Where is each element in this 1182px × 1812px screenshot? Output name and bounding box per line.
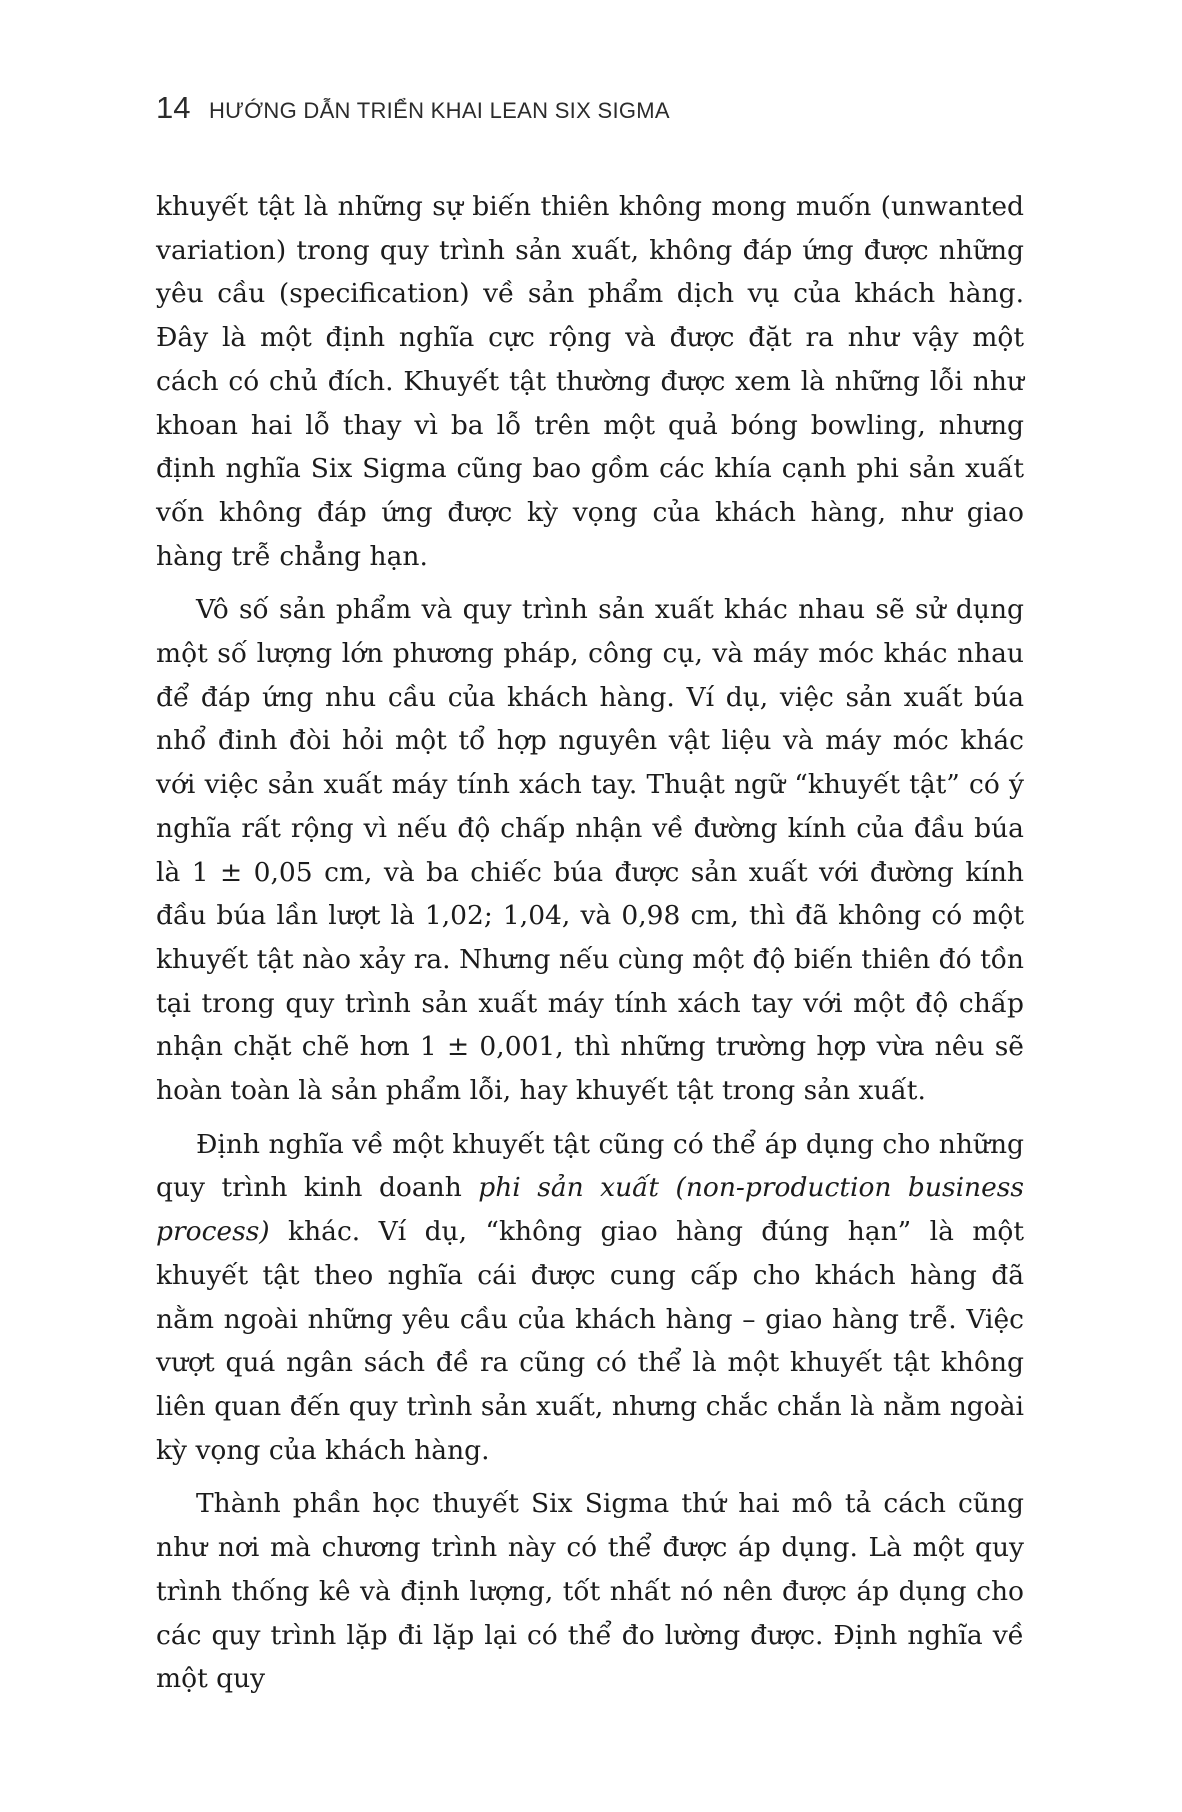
running-header (156, 90, 670, 126)
page-number: 14 (156, 90, 191, 125)
italic-term: phi sản xuất (non-production business process) (156, 1172, 1024, 1248)
paragraph-non-production-defect (156, 1123, 1024, 1473)
book-title: HƯỚNG DẪN TRIỂN KHAI LEAN SIX SIGMA (208, 98, 670, 123)
paragraph-second-component: Thành phần học thuyết Six Sigma thứ hai mô tả cách cũng như nơi mà chương trình này có thể được áp dụng. Là một quy trình thống kê và định lượng, tốt nhất nó nên được áp dụng cho các quy trình lặp đi lặp lại có thể đo lường được. Định nghĩa về một quy (156, 1488, 1024, 1695)
body-text (156, 185, 1024, 1711)
paragraph-text-end: khác. Ví dụ, “không giao hàng đúng hạn” là một khuyết tật theo nghĩa cái được cung cấp cho khách hàng đã nằm ngoài những yêu cầu của khách hàng – giao hàng trễ. Việc vượt quá ngân sách đề ra cũng có thể là một khuyết tật không liên quan đến quy trình sản xuất, nhưng chắc chắn là nằm ngoài kỳ vọng của khách hàng. (156, 1216, 1024, 1466)
paragraph-continuation: khuyết tật là những sự biến thiên không mong muốn (unwanted variation) trong quy trình sản xuất, không đáp ứng được những yêu cầu (specification) về sản phẩm dịch vụ của khách hàng. Đây là một định nghĩa cực rộng và được đặt ra như vậy một cách có chủ đích. Khuyết tật thường được xem là những lỗi như khoan hai lỗ thay vì ba lỗ trên một quả bóng bowling, nhưng định nghĩa Six Sigma cũng bao gồm các khía cạnh phi sản xuất vốn không đáp ứng được kỳ vọng của khách hàng, như giao hàng trễ chẳng hạn. (156, 191, 1024, 572)
paragraph-defect-tolerance: Vô số sản phẩm và quy trình sản xuất khác nhau sẽ sử dụng một số lượng lớn phương pháp, công cụ, và máy móc khác nhau để đáp ứng nhu cầu của khách hàng. Ví dụ, việc sản xuất búa nhổ đinh đòi hỏi một tổ hợp nguyên vật liệu và máy móc khác với việc sản xuất máy tính xách tay. Thuật ngữ “khuyết tật” có ý nghĩa rất rộng vì nếu độ chấp nhận về đường kính của đầu búa là 1 ± 0,05 cm, và ba chiếc búa được sản xuất với đường kính đầu búa lần lượt là 1,02; 1,04, và 0,98 cm, thì đã không có một khuyết tật nào xảy ra. Nhưng nếu cùng một độ biến thiên đó tồn tại trong quy trình sản xuất máy tính xách tay với một độ chấp nhận chặt chẽ hơn 1 ± 0,001, thì những trường hợp vừa nêu sẽ hoàn toàn là sản phẩm lỗi, hay khuyết tật trong sản xuất. (156, 594, 1024, 1107)
paragraph-text-start: Định nghĩa về một khuyết tật cũng có thể áp dụng cho những quy trình kinh doanh (156, 1128, 1024, 1204)
